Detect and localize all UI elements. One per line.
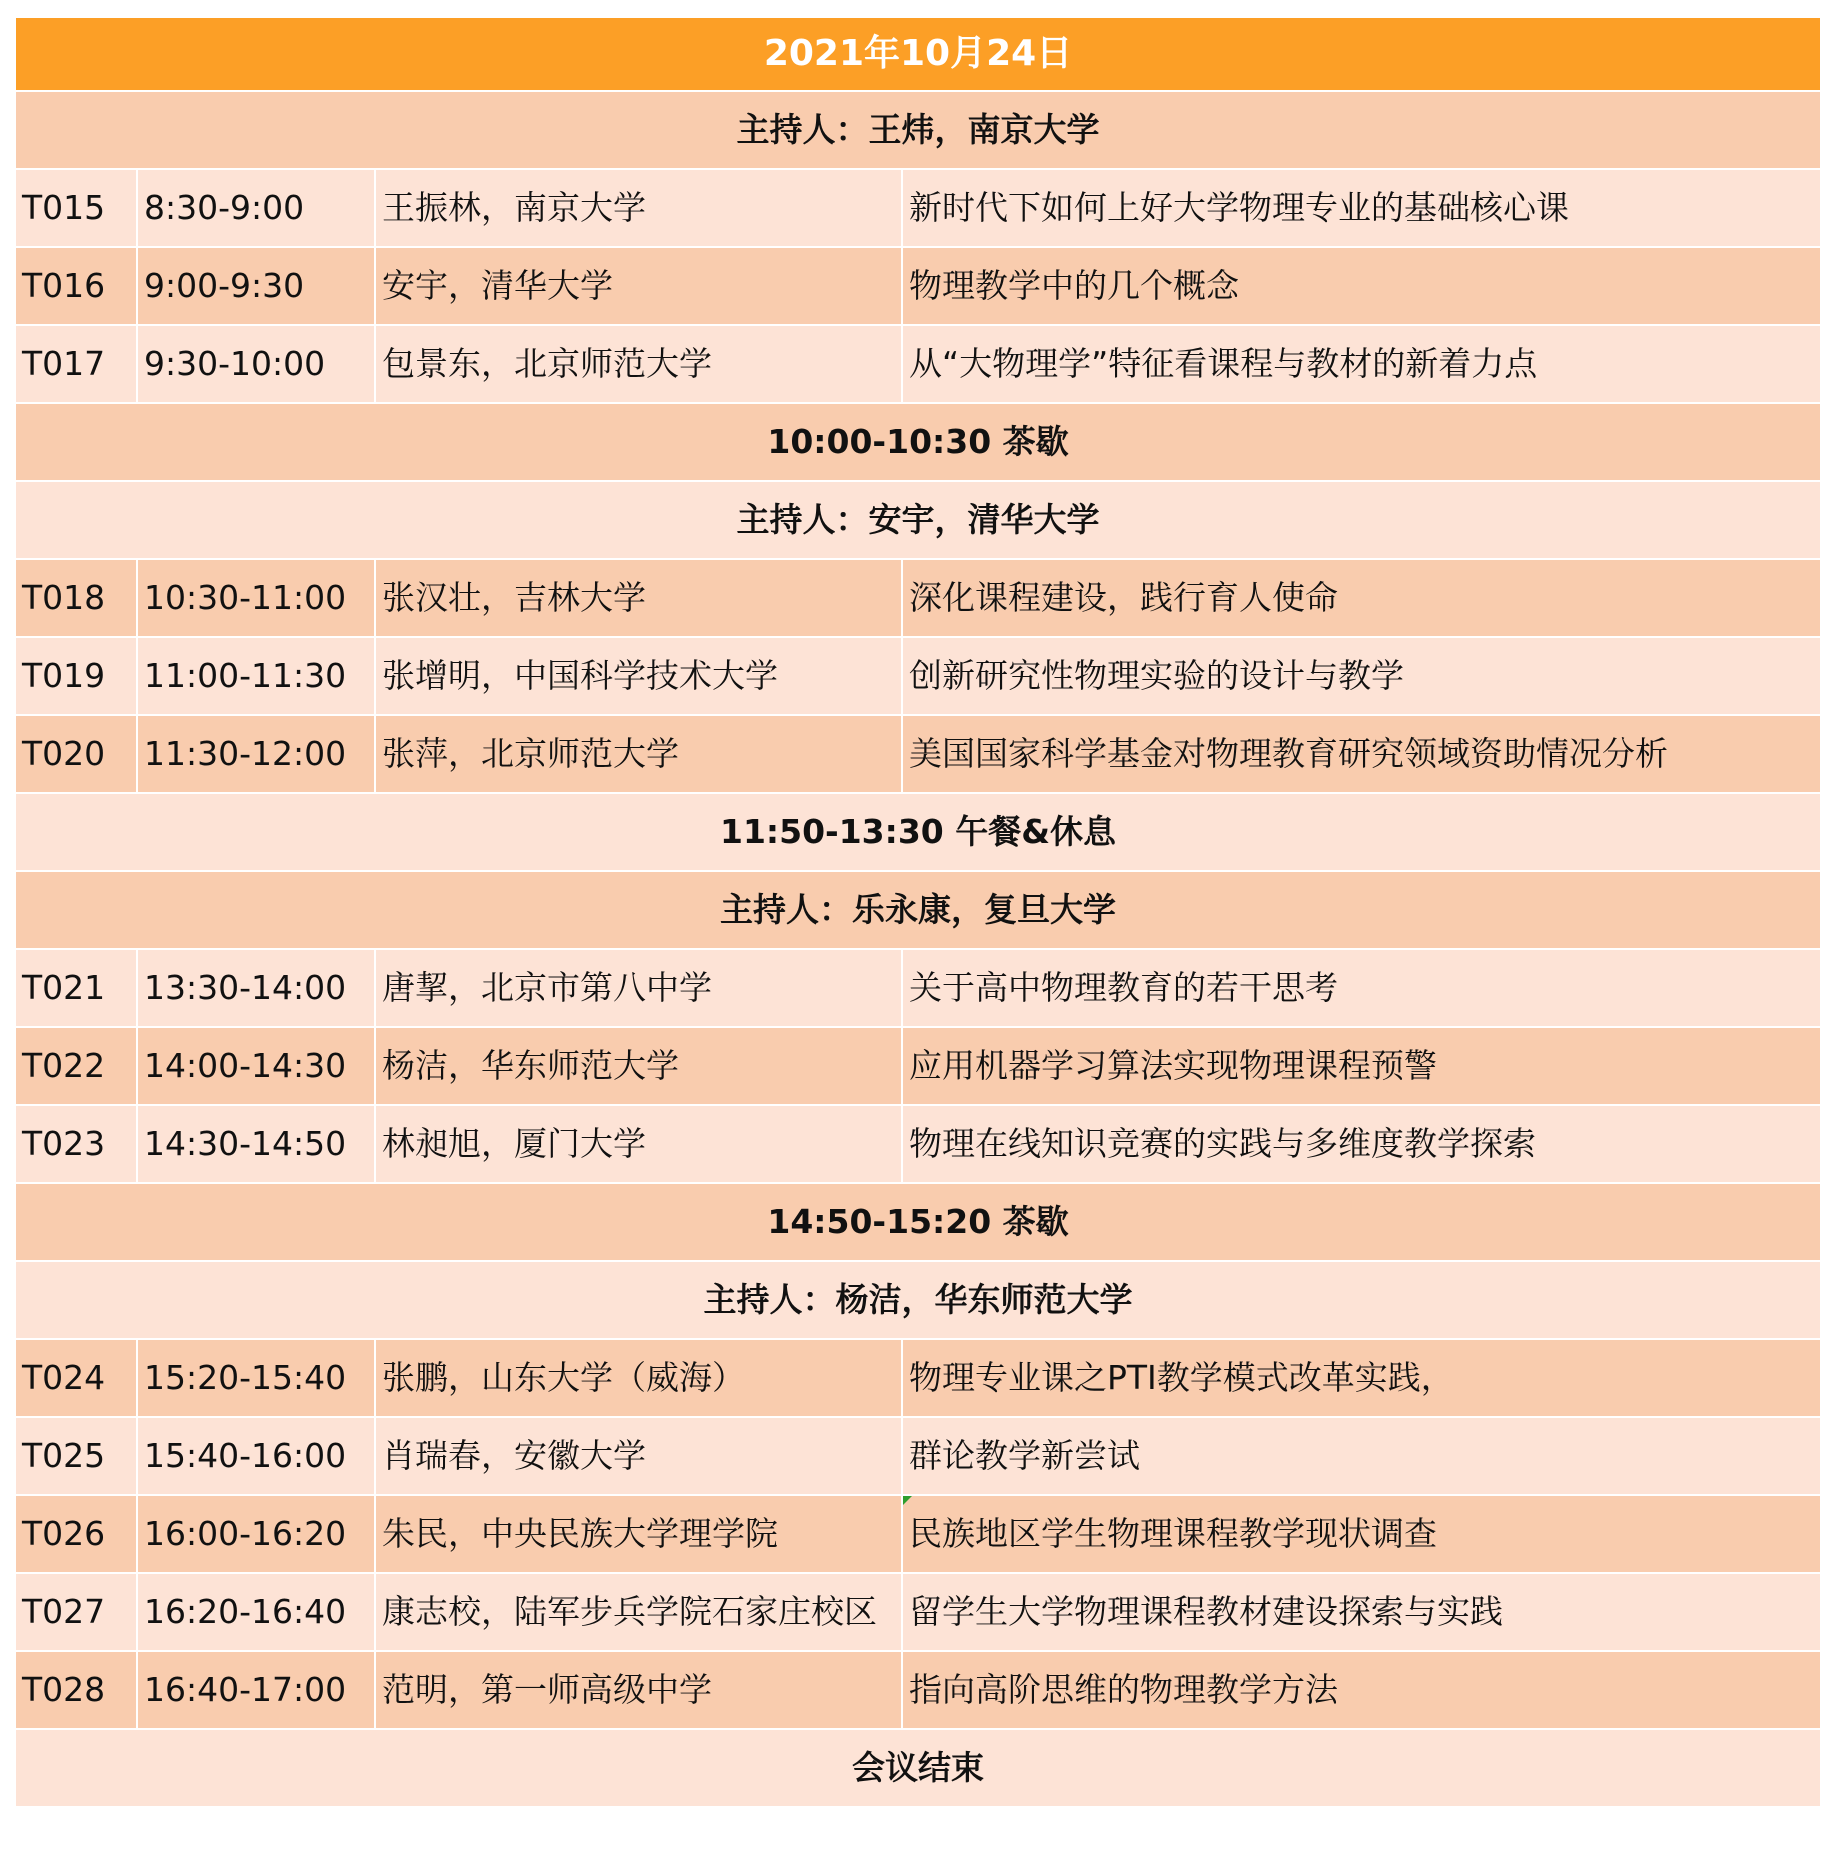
talk-time-cell: 15:40-16:00 bbox=[137, 1417, 375, 1495]
section-row bbox=[15, 793, 1821, 871]
talk-title-cell: 新时代下如何上好大学物理专业的基础核心课 bbox=[902, 169, 1821, 247]
section-label: 11:50-13:30 午餐&休息 bbox=[15, 793, 1821, 871]
talk-title-cell: 从“大物理学”特征看课程与教材的新着力点 bbox=[902, 325, 1821, 403]
talk-id-cell: T024 bbox=[15, 1339, 137, 1417]
talk-speaker-cell: 张增明，中国科学技术大学 bbox=[375, 637, 902, 715]
section-label: 主持人：安宇，清华大学 bbox=[15, 481, 1821, 559]
section-row bbox=[15, 91, 1821, 169]
talk-row bbox=[15, 1495, 1821, 1573]
talk-speaker-cell: 朱民，中央民族大学理学院 bbox=[375, 1495, 902, 1573]
talk-row bbox=[15, 949, 1821, 1027]
talk-title-cell: 关于高中物理教育的若干思考 bbox=[902, 949, 1821, 1027]
talk-id-cell: T021 bbox=[15, 949, 137, 1027]
talk-time-cell: 16:40-17:00 bbox=[137, 1651, 375, 1729]
talk-row bbox=[15, 1105, 1821, 1183]
talk-speaker-cell: 范明，第一师高级中学 bbox=[375, 1651, 902, 1729]
talk-title-cell: 物理教学中的几个概念 bbox=[902, 247, 1821, 325]
talk-time-cell: 13:30-14:00 bbox=[137, 949, 375, 1027]
section-row bbox=[15, 403, 1821, 481]
talk-title-cell: 群论教学新尝试 bbox=[902, 1417, 1821, 1495]
section-label: 主持人：乐永康，复旦大学 bbox=[15, 871, 1821, 949]
section-label: 10:00-10:30 茶歇 bbox=[15, 403, 1821, 481]
talk-speaker-cell: 唐挈，北京市第八中学 bbox=[375, 949, 902, 1027]
talk-time-cell: 15:20-15:40 bbox=[137, 1339, 375, 1417]
talk-id-cell: T019 bbox=[15, 637, 137, 715]
section-label: 14:50-15:20 茶歇 bbox=[15, 1183, 1821, 1261]
talk-id-cell: T022 bbox=[15, 1027, 137, 1105]
talk-row bbox=[15, 559, 1821, 637]
talk-time-cell: 9:30-10:00 bbox=[137, 325, 375, 403]
talk-time-cell: 9:00-9:30 bbox=[137, 247, 375, 325]
section-row bbox=[15, 1729, 1821, 1807]
talk-id-cell: T018 bbox=[15, 559, 137, 637]
talk-title-cell: 美国国家科学基金对物理教育研究领域资助情况分析 bbox=[902, 715, 1821, 793]
section-row bbox=[15, 481, 1821, 559]
talk-title-cell: 指向高阶思维的物理教学方法 bbox=[902, 1651, 1821, 1729]
talk-speaker-cell: 张鹏，山东大学（威海） bbox=[375, 1339, 902, 1417]
talk-row bbox=[15, 637, 1821, 715]
talk-title-cell: 创新研究性物理实验的设计与教学 bbox=[902, 637, 1821, 715]
section-row bbox=[15, 1261, 1821, 1339]
talk-id-cell: T023 bbox=[15, 1105, 137, 1183]
talk-row bbox=[15, 247, 1821, 325]
talk-id-cell: T020 bbox=[15, 715, 137, 793]
talk-row bbox=[15, 1417, 1821, 1495]
date-header-row bbox=[15, 17, 1821, 91]
talk-title-cell: 深化课程建设，践行育人使命 bbox=[902, 559, 1821, 637]
talk-row bbox=[15, 1339, 1821, 1417]
talk-speaker-cell: 安宇，清华大学 bbox=[375, 247, 902, 325]
schedule-body bbox=[15, 17, 1821, 1807]
talk-title-cell: 民族地区学生物理课程教学现状调查 bbox=[902, 1495, 1821, 1573]
talk-speaker-cell: 包景东，北京师范大学 bbox=[375, 325, 902, 403]
talk-speaker-cell: 王振林，南京大学 bbox=[375, 169, 902, 247]
section-row bbox=[15, 871, 1821, 949]
talk-time-cell: 14:30-14:50 bbox=[137, 1105, 375, 1183]
talk-speaker-cell: 康志校，陆军步兵学院石家庄校区 bbox=[375, 1573, 902, 1651]
section-row bbox=[15, 1183, 1821, 1261]
section-label: 会议结束 bbox=[15, 1729, 1821, 1807]
talk-row bbox=[15, 1651, 1821, 1729]
section-label: 主持人：王炜，南京大学 bbox=[15, 91, 1821, 169]
talk-row bbox=[15, 1573, 1821, 1651]
talk-row bbox=[15, 325, 1821, 403]
talk-title-cell: 留学生大学物理课程教材建设探索与实践 bbox=[902, 1573, 1821, 1651]
talk-row bbox=[15, 1027, 1821, 1105]
talk-time-cell: 11:30-12:00 bbox=[137, 715, 375, 793]
talk-time-cell: 10:30-11:00 bbox=[137, 559, 375, 637]
talk-row bbox=[15, 169, 1821, 247]
talk-time-cell: 11:00-11:30 bbox=[137, 637, 375, 715]
talk-time-cell: 16:00-16:20 bbox=[137, 1495, 375, 1573]
talk-speaker-cell: 肖瑞春，安徽大学 bbox=[375, 1417, 902, 1495]
talk-speaker-cell: 张汉壮，吉林大学 bbox=[375, 559, 902, 637]
talk-id-cell: T017 bbox=[15, 325, 137, 403]
talk-title-cell: 物理在线知识竞赛的实践与多维度教学探索 bbox=[902, 1105, 1821, 1183]
talk-id-cell: T028 bbox=[15, 1651, 137, 1729]
talk-speaker-cell: 杨洁，华东师范大学 bbox=[375, 1027, 902, 1105]
date-header: 2021年10月24日 bbox=[15, 17, 1821, 91]
talk-time-cell: 8:30-9:00 bbox=[137, 169, 375, 247]
talk-id-cell: T026 bbox=[15, 1495, 137, 1573]
talk-title-cell: 应用机器学习算法实现物理课程预警 bbox=[902, 1027, 1821, 1105]
talk-id-cell: T025 bbox=[15, 1417, 137, 1495]
talk-speaker-cell: 林昶旭，厦门大学 bbox=[375, 1105, 902, 1183]
talk-title-cell: 物理专业课之PTI教学模式改革实践， bbox=[902, 1339, 1821, 1417]
talk-time-cell: 14:00-14:30 bbox=[137, 1027, 375, 1105]
talk-time-cell: 16:20-16:40 bbox=[137, 1573, 375, 1651]
schedule-table bbox=[14, 16, 1822, 1808]
talk-row bbox=[15, 715, 1821, 793]
section-label: 主持人：杨洁，华东师范大学 bbox=[15, 1261, 1821, 1339]
talk-speaker-cell: 张萍，北京师范大学 bbox=[375, 715, 902, 793]
talk-id-cell: T015 bbox=[15, 169, 137, 247]
talk-id-cell: T027 bbox=[15, 1573, 137, 1651]
talk-id-cell: T016 bbox=[15, 247, 137, 325]
